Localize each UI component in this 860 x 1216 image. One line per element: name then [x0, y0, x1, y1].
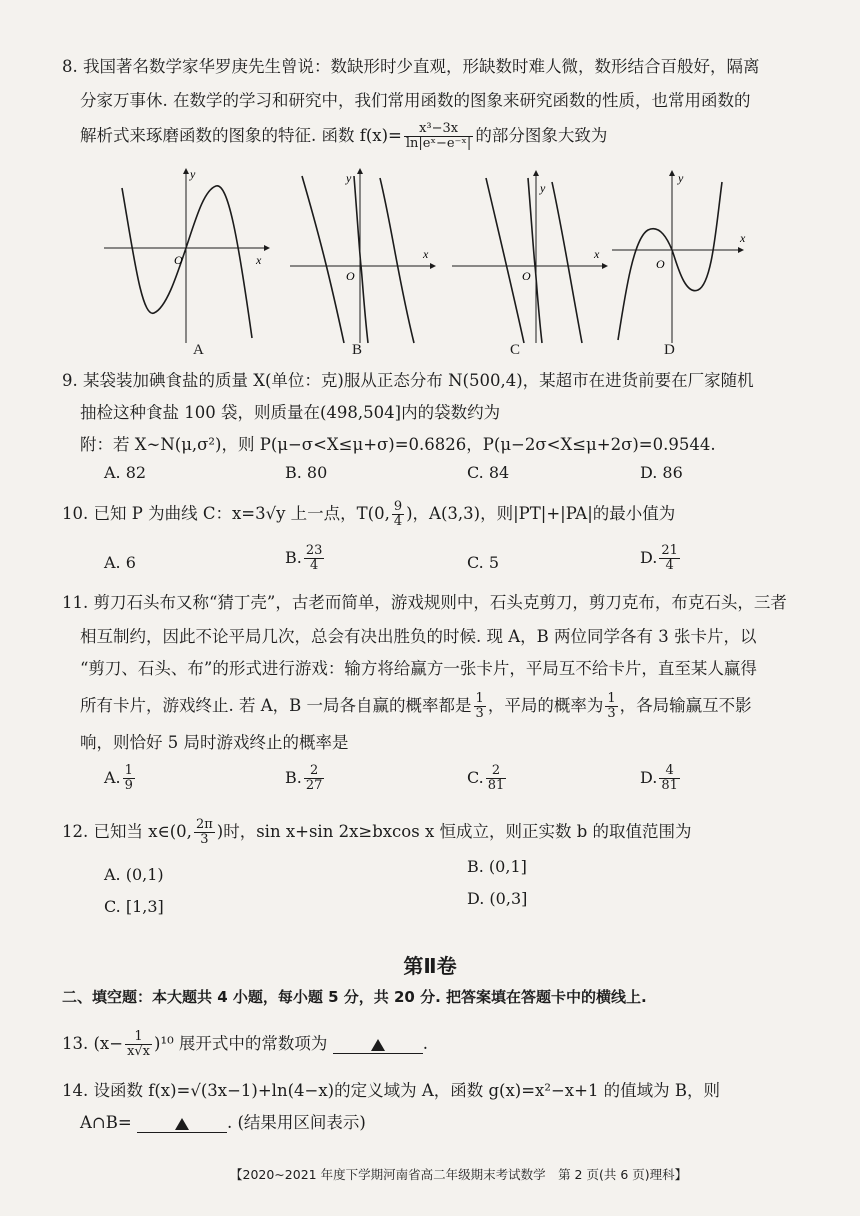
q11-option-c [467, 764, 508, 793]
q8-frac-den: ln|eˣ−e⁻ˣ| [405, 136, 472, 151]
graph-c-x-label: x [594, 247, 600, 261]
triangle-icon [175, 1118, 189, 1130]
graph-b-x-label: x [423, 247, 429, 261]
q14-text-pre: A∩B= [80, 1113, 132, 1132]
graph-c-y-label: y [540, 181, 546, 195]
graph-d [612, 168, 782, 346]
q10-option-b-num: 23 [305, 543, 323, 558]
q11-win-num: 1 [475, 691, 484, 706]
q11-line-4-a: 所有卡片，游戏终止. 若 A，B 一局各自赢的概率都是 [80, 696, 472, 715]
q10-text-pre: 10. 已知 P 为曲线 C：x=3√y 上一点，T(0, [62, 504, 390, 523]
q11-option-d-fraction [659, 764, 680, 793]
q11-option-b-letter: B. [285, 768, 302, 787]
graph-a-curve [122, 186, 252, 338]
q10-stem [62, 500, 675, 529]
q12-option-d: D. (0,3] [467, 889, 528, 908]
graph-b-curve-mid [354, 176, 368, 343]
q12-fraction [194, 818, 215, 847]
section-title: 第Ⅱ卷 [403, 954, 457, 978]
graph-d-y-label: y [678, 171, 684, 185]
q13-text-post: )¹⁰ 展开式中的常数项为 [154, 1034, 328, 1053]
graph-b-curve-right [380, 178, 414, 343]
graph-a-origin: O [174, 253, 183, 267]
graph-c-label: C [510, 342, 521, 358]
graph-b-y-label: y [346, 171, 352, 185]
q11-win-fraction [474, 692, 486, 721]
q11-option-d-den: 81 [661, 778, 678, 793]
q11-option-a-letter: A. [104, 768, 121, 787]
q12-option-c: C. [1,3] [104, 897, 164, 916]
graph-d-origin: O [656, 257, 665, 271]
q9-option-d: D. 86 [640, 463, 683, 482]
q13-frac-num: 1 [125, 1030, 152, 1045]
q13-stem [62, 1030, 428, 1059]
q11-option-b-num: 2 [304, 764, 325, 779]
q11-option-d-num: 4 [659, 764, 680, 779]
q8-line-1: 8. 我国著名数学家华罗庚先生曾说：数缺形时少直观，形缺数时难人微，数形结合百般好，隔离 [62, 57, 760, 76]
q10-option-b [285, 544, 326, 573]
q11-win-den: 3 [475, 706, 484, 721]
graph-b [290, 168, 460, 346]
q9-line-1: 9. 某袋装加碘食盐的质量 X(单位：克)服从正态分布 N(500,4)，某超市在进货前要在厂家随机 [62, 371, 754, 390]
q11-option-c-num: 2 [486, 764, 507, 779]
q8-function-fraction [404, 122, 473, 151]
q10-text-post: )，A(3,3)，则|PT|+|PA|的最小值为 [406, 504, 676, 523]
q11-option-c-den: 81 [487, 778, 505, 793]
q10-option-d [640, 544, 682, 573]
q12-option-a: A. (0,1) [104, 865, 164, 884]
q10-frac-den: 4 [393, 514, 403, 529]
q10-option-b-fraction [304, 544, 325, 573]
q11-option-a-num: 1 [124, 763, 133, 778]
q11-draw-den: 3 [607, 706, 616, 721]
q11-option-c-fraction [486, 764, 507, 793]
q13-fraction [125, 1030, 152, 1059]
graph-a-label: A [193, 342, 204, 358]
q11-option-b-den: 27 [305, 778, 323, 793]
graph-a-x-label: x [256, 253, 262, 267]
q12-frac-den: 3 [200, 832, 209, 847]
q11-option-d [640, 764, 682, 793]
q13-answer-blank [333, 1035, 423, 1054]
q11-line-1: 11. 剪刀石头布又称“猜丁壳”，古老而简单，游戏规则中，石头克剪刀，剪刀克布，布克石头，三者 [62, 593, 787, 612]
q11-option-a-den: 9 [124, 778, 133, 793]
q11-draw-num: 1 [607, 691, 616, 706]
q11-line-4-b: ，平局的概率为 [487, 696, 604, 715]
q10-option-b-den: 4 [309, 558, 319, 573]
q11-line-3: “剪刀、石头、布”的形式进行游戏：输方将给赢方一张卡片，平局互不给卡片，直至某人赢得 [80, 659, 757, 678]
graph-b-origin: O [346, 269, 355, 283]
q14-line-1: 14. 设函数 f(x)=√(3x−1)+ln(4−x)的定义域为 A，函数 g(x)=x²−x+1 的值域为 B，则 [62, 1081, 721, 1100]
graph-b-label: B [352, 342, 363, 358]
q12-option-b: B. (0,1] [467, 857, 527, 876]
q10-option-d-letter: D. [640, 548, 658, 567]
q11-line-4 [80, 692, 752, 721]
q11-line-5: 响，则恰好 5 局时游戏终止的概率是 [80, 733, 349, 752]
q12-text-pre: 12. 已知当 x∈(0, [62, 822, 192, 841]
q10-frac-num: 9 [393, 499, 403, 514]
q11-line-2: 相互制约，因此不论平局几次，总会有决出胜负的时候. 现 A，B 两位同学各有 3 张卡片，以 [80, 627, 757, 646]
q9-line-3: 附：若 X∼N(μ,σ²)，则 P(μ−σ<X≤μ+σ)=0.6826，P(μ−2σ<X≤μ+2σ)=0.9544. [80, 435, 716, 454]
q10-option-c: C. 5 [467, 553, 500, 572]
q8-frac-num: x³−3x [404, 122, 473, 137]
q12-stem [62, 818, 692, 847]
graph-b-curve-left [302, 176, 344, 343]
q10-fraction [392, 500, 404, 529]
page-footer: 【2020∼2021 年度下学期河南省高二年级期末考试数学 第 2 页(共 6 页)理科】 [230, 1167, 688, 1182]
q12-text-post: )时，sin x+sin 2x≥bxcos x 恒成立，则正实数 b 的取值范围为 [216, 822, 692, 841]
q11-option-a-fraction [123, 764, 135, 793]
q11-option-d-letter: D. [640, 768, 658, 787]
q13-text-end: . [422, 1034, 428, 1053]
graph-c-curve-left [486, 178, 524, 343]
q11-line-4-c: ，各局输赢互不影 [619, 696, 752, 715]
q12-frac-num: 2π [195, 817, 213, 832]
q11-option-b [285, 764, 326, 793]
q8-line-2: 分家万事休. 在数学的学习和研究中，我们常用函数的图象来研究函数的性质，也常用函数的 [80, 91, 751, 110]
q8-text-pre: 解析式来琢磨函数的图象的特征. 函数 f(x)= [80, 126, 402, 145]
graph-d-label: D [664, 342, 675, 358]
q8-text-post: 的部分图象大致为 [475, 126, 608, 145]
q9-option-c: C. 84 [467, 463, 510, 482]
q9-line-2: 抽检这种食盐 100 袋，则质量在(498,504]内的袋数约为 [80, 403, 501, 422]
q10-option-d-den: 4 [665, 558, 674, 573]
q13-text-pre: 13. (x− [62, 1034, 124, 1053]
q10-option-d-fraction [659, 544, 680, 573]
graph-a [104, 168, 274, 346]
q14-text-post: . (结果用区间表示) [226, 1113, 366, 1132]
part2-heading: 二、填空题：本大题共 4 小题，每小题 5 分，共 20 分. 把答案填在答题卡中的横线上. [62, 988, 647, 1006]
graph-c-origin: O [522, 269, 531, 283]
graph-c-curve-mid [528, 178, 542, 343]
graph-a-y-label: y [190, 168, 196, 181]
q9-option-a: A. 82 [104, 463, 147, 482]
graph-d-curve [618, 182, 722, 340]
q8-line-3 [80, 122, 607, 151]
triangle-icon [371, 1039, 385, 1051]
q10-option-a: A. 6 [104, 553, 136, 572]
q14-line-2 [80, 1112, 366, 1134]
q11-draw-fraction [605, 692, 617, 721]
q11-option-a [104, 764, 137, 793]
q13-frac-den: x√x [127, 1044, 151, 1059]
graph-d-x-label: x [740, 231, 746, 245]
q9-option-b: B. 80 [285, 463, 328, 482]
q10-option-d-num: 21 [661, 543, 678, 558]
q11-option-b-fraction [304, 764, 325, 793]
q11-option-c-letter: C. [467, 768, 484, 787]
graph-c-curve-right [552, 182, 582, 343]
graph-c [452, 168, 622, 346]
q10-option-b-letter: B. [285, 548, 302, 567]
q14-answer-blank [137, 1114, 227, 1133]
